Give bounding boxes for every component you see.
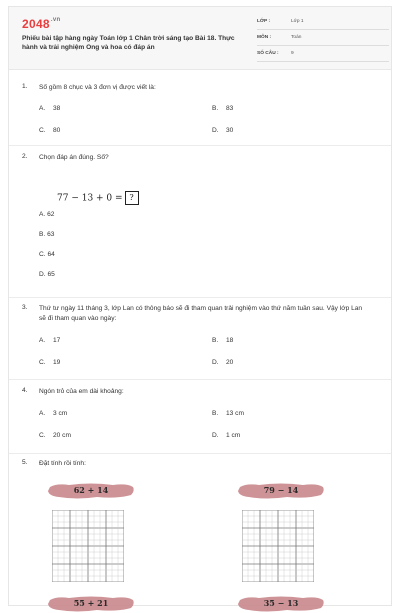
question-text: Ngón trỏ của em dài khoảng: xyxy=(39,388,124,395)
divider xyxy=(9,145,391,146)
option-b[interactable]: B. 18 xyxy=(212,337,234,344)
site-logo[interactable]: $2048^{.vn}$ xyxy=(22,17,61,31)
exercise-label-3: 55 + 21 xyxy=(47,595,135,613)
math-expression: 77 − 13 + 0 = ? xyxy=(57,191,139,205)
option-a[interactable]: A. 17 xyxy=(39,337,61,344)
meta-question-count: SỐ CÂU : 9 xyxy=(257,47,389,62)
answer-box: ? xyxy=(125,191,139,205)
worksheet-header xyxy=(9,7,391,70)
option-b[interactable]: B. 13 cm xyxy=(212,410,244,417)
option-c[interactable]: C. 64 xyxy=(39,251,55,258)
exercise-label-1: 62 + 14 xyxy=(47,482,135,500)
option-a[interactable]: A. 62 xyxy=(39,211,55,218)
exercise-label-4: 35 − 13 xyxy=(237,595,325,613)
question-text: Số gồm 8 chục và 3 đơn vị được viết là: xyxy=(39,84,156,91)
worksheet-title: Phiếu bài tập hàng ngày Toán lớp 1 Chân trời sáng tạo Bài 18. Thực hành và trải nghiệm Ong và hoa có đáp án xyxy=(22,35,235,51)
meta-subject: MÔN : Toán xyxy=(257,31,389,46)
option-d[interactable]: D. 30 xyxy=(212,127,234,134)
option-d[interactable]: D. 1 cm xyxy=(212,432,241,439)
option-c[interactable]: C. 20 cm xyxy=(39,432,71,439)
question-text: Thứ tư ngày 11 tháng 3, lớp Lan có thông báo sẽ đi tham quan trải nghiệm vào thứ năm tuần sau. Vậy lớp Lan sẽ đi tham quan vào ngày: xyxy=(39,305,363,322)
option-c[interactable]: C. 80 xyxy=(39,127,61,134)
calculation-grid[interactable] xyxy=(242,510,314,582)
option-d[interactable]: D. 65 xyxy=(39,271,55,278)
option-a[interactable]: A. 3 cm xyxy=(39,410,68,417)
divider xyxy=(9,379,391,380)
question-text: Chọn đáp án đúng. Số? xyxy=(39,154,109,161)
option-d[interactable]: D. 20 xyxy=(212,359,234,366)
exercise-label-2: 79 − 14 xyxy=(237,482,325,500)
divider xyxy=(9,453,391,454)
option-c[interactable]: C. 19 xyxy=(39,359,61,366)
calculation-grid[interactable] xyxy=(52,510,124,582)
option-b[interactable]: B. 83 xyxy=(212,105,234,112)
option-a[interactable]: A. 38 xyxy=(39,105,61,112)
question-text: Đặt tính rồi tính: xyxy=(39,460,86,467)
divider xyxy=(9,297,391,298)
meta-class: LỚP : Lớp 1 xyxy=(257,15,389,30)
worksheet-page: $2048^{.vn}$ Phiếu bài tập hàng ngày Toán lớp 1 Chân trời sáng tạo Bài 18. Thực hành và trải nghiệm Ong và hoa có đáp án LỚP : Lớp 1 MÔN : Toán SỐ CÂU : 9 1. Số gồm 8 chục và 3 đơn vị được viết là: A. 38 B. 83 C. 80 D. 30 2. Chọn đáp án đúng. Số? 77 − 13 + 0 = ? A. 62 B. 63 C. 64 D. 65 3. Thứ tư ngày 11 tháng 3, lớp Lan có thông báo sẽ đi tham quan trải nghiệm vào thứ năm tuần sau. Vậy lớp Lan sẽ đi tham quan vào ngày: A. 17 B. 18 C. 19 D. 20 4. Ngón trỏ của em dài khoảng: A. 3 cm B. 13 cm C. 20 cm D. 1 cm 5. Đặt tính rồi tính: 62 + 14 79 − 14 55 + 21 35 − 13 xyxy=(8,6,392,606)
option-b[interactable]: B. 63 xyxy=(39,231,55,238)
